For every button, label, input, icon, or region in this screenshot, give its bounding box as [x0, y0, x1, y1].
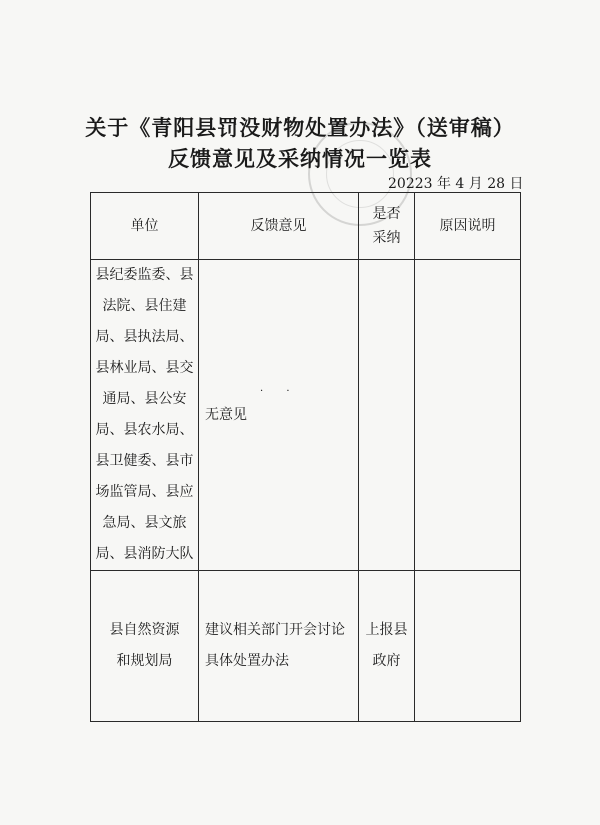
cell-accept [359, 260, 415, 571]
document-title-line1: 关于《青阳县罚没财物处置办法》（送审稿） [85, 116, 515, 140]
table-row [91, 571, 521, 722]
header-reason: 原因说明 [415, 193, 521, 260]
header-unit: 单位 [91, 193, 199, 260]
cell-unit: 县纪委监委、县法院、县住建局、县执法局、县林业局、县交通局、县公安局、县农水局、县卫健委、县市场监管局、县应急局、县文旅局、县消防大队 [91, 260, 199, 571]
cell-opinion: 建议相关部门开会讨论具体处置办法 [199, 571, 359, 722]
cell-reason [415, 571, 521, 722]
feedback-table [90, 192, 521, 722]
cell-opinion: 无意见 [199, 260, 359, 571]
document-title-line2: 反馈意见及采纳情况一览表 [168, 147, 432, 171]
header-accept [359, 193, 415, 260]
cell-unit: 县自然资源和规划局 [91, 571, 199, 722]
scan-speck-marks: · · [260, 386, 300, 397]
header-opinion: 反馈意见 [199, 193, 359, 260]
header-accept-line2: 采纳 [372, 230, 401, 246]
header-accept-line1: 是否 [372, 206, 401, 222]
cell-accept: 上报县政府 [359, 571, 415, 722]
document-date: 20223 年 4 月 28 日 [388, 176, 524, 192]
table-row [91, 260, 521, 571]
table-header-row [91, 193, 521, 260]
cell-reason [415, 260, 521, 571]
